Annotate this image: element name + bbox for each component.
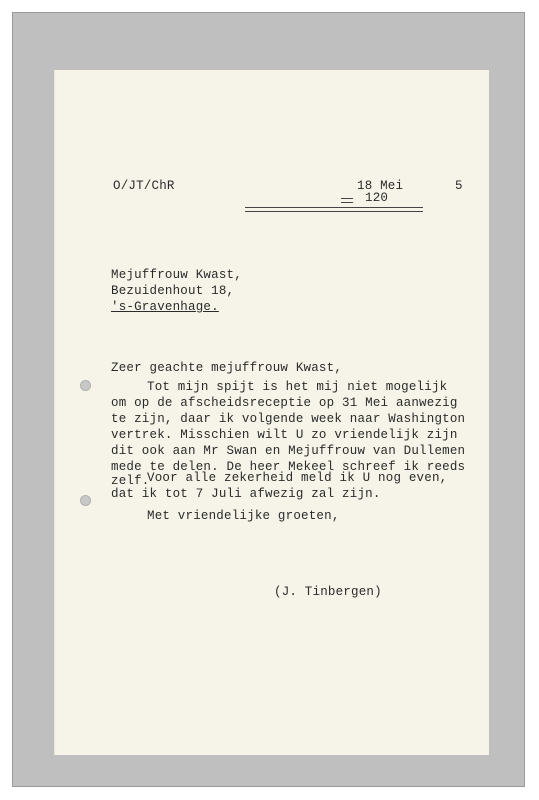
- letter-page: [54, 70, 489, 755]
- body-line: vertrek. Misschien wilt U zo vriendelijk zijn: [111, 428, 458, 442]
- recipient-city: 's-Gravenhage.: [111, 300, 219, 314]
- body-line: dat ik tot 7 Juli afwezig zal zijn.: [111, 487, 381, 501]
- date: 18 Mei: [357, 179, 404, 193]
- recipient-name: Mejuffrouw Kwast,: [111, 268, 242, 282]
- closing: Met vriendelijke groeten,: [147, 509, 340, 523]
- body-line: Tot mijn spijt is het mij niet mogelijk: [147, 380, 448, 394]
- body-line: om op de afscheidsreceptie op 31 Mei aanwezig: [111, 396, 458, 410]
- recipient-street: Bezuidenhout 18,: [111, 284, 235, 298]
- header-double-rule: [245, 207, 423, 212]
- number-rule: [341, 198, 353, 203]
- salutation: Zeer geachte mejuffrouw Kwast,: [111, 361, 343, 375]
- punch-hole-bottom: [80, 495, 91, 506]
- page-marker: 5: [455, 179, 463, 193]
- body-line: Voor alle zekerheid meld ik U nog even,: [147, 471, 448, 485]
- body-line: zelf.: [111, 474, 150, 488]
- signature: (J. Tinbergen): [274, 585, 382, 599]
- punch-hole-top: [80, 380, 91, 391]
- reference-code: O/JT/ChR: [113, 179, 175, 193]
- body-line: dit ook aan Mr Swan en Mejuffrouw van Dullemen: [111, 444, 466, 458]
- body-line: mede te delen. De heer Mekeel schreef ik reeds: [111, 460, 466, 474]
- body-line: te zijn, daar ik volgende week naar Washington: [111, 412, 466, 426]
- document-number: 120: [365, 191, 389, 205]
